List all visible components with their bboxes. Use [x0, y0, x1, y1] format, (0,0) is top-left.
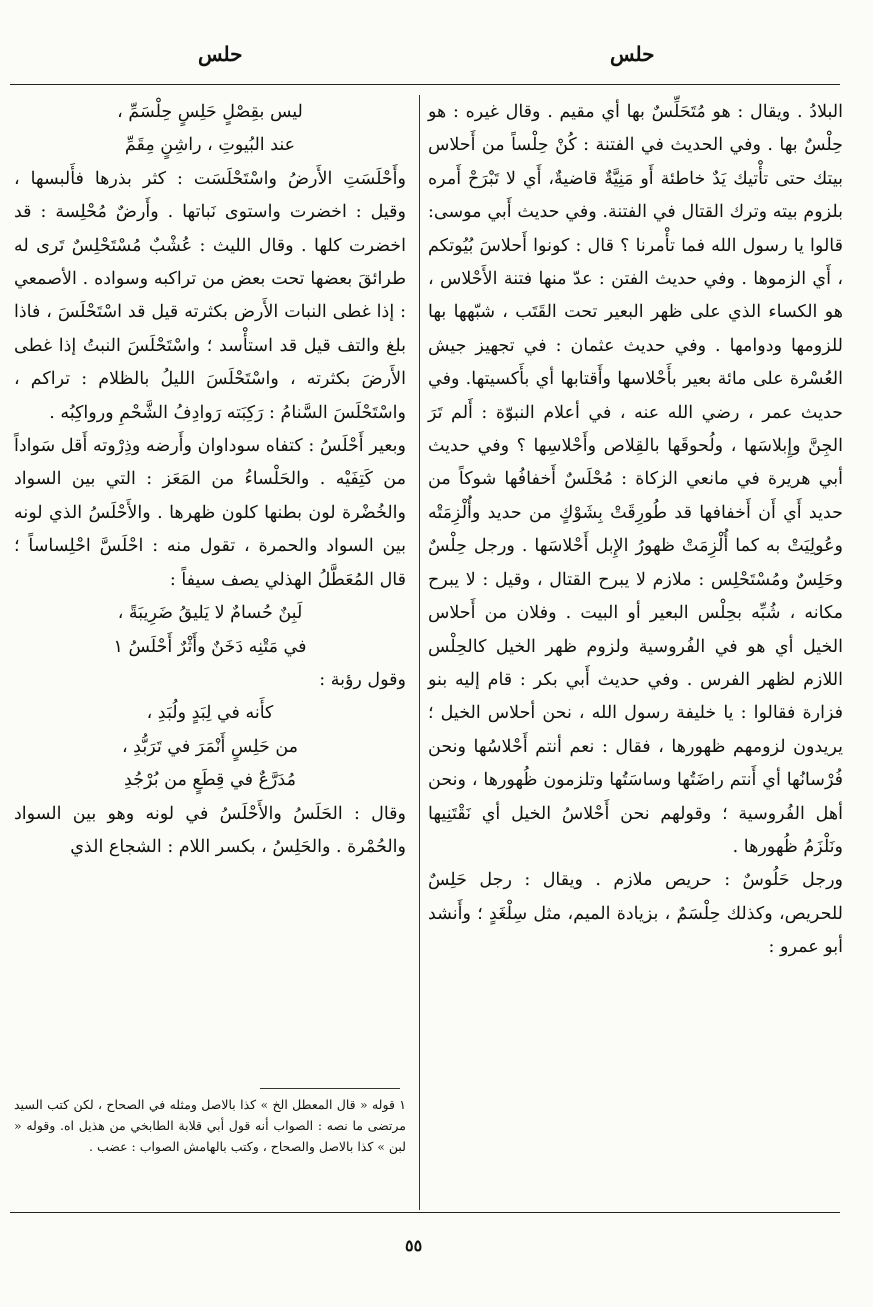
poem-line: ليس بقِصْلٍ حَلِسٍ حِلْسَمِّ ،: [117, 102, 303, 122]
poem-line: من حَلِسٍ أَنْمَرَ في تَرَبُّدِ ،: [121, 736, 299, 757]
left-paragraph: وقال : الحَلَسُ والأَحْلَسُ في لونه وهو بين السواد والحُمْرة . والحَلِسُ ، بكسر اللام : الشجاع الذي: [14, 803, 406, 857]
running-header-left: حلس: [198, 42, 243, 66]
poem-line: عند البُيوتِ ، راشِنٍ مِقَمِّ: [124, 135, 296, 156]
poem-line: في مَتْنِه دَخَنٌ وأَثْرٌ أَحْلَسُ ١: [113, 636, 307, 657]
header-rule: [10, 84, 840, 85]
right-column: [428, 96, 843, 965]
left-column: [14, 96, 406, 864]
footnote-rule: [260, 1088, 400, 1089]
left-paragraph: وأَحْلَسَتِ الأَرضُ واسْتَحْلَسَت : كثر بذرها فأَلبسها ، وقيل : اخضرت واستوى نَباتها . وأَرضٌ مُحْلِسة : قد اخضرت كلها . وقال الليث : عُشْبٌ مُسْتَحْلِسٌ تَرى له طرائقَ بعضها تحت بعض من تراكبه وسواده . الأصمعي : إذا غطى النبات الأَرض بكثرته قيل قد اسْتَحْلَسَ ، فاذا بلغ والتف قيل قد استأْسد ؛ واسْتَحْلَسَ النبتُ إذا غطى الأَرضَ بكثرته ، واسْتَحْلَسَ الليلُ بالظلام : تراكم ، واسْتَحْلَسَ السَّنامُ : رَكِبَته رَوادِفُ الشَّحْمِ ورواكِبُه .: [14, 168, 406, 423]
right-paragraph: البلادُ . ويقال : هو مُتَحَلِّسٌ بها أي مقيم . وقال غيره : هو حِلْسٌ بها . وفي الحديث في الفتنة : كُنْ حِلْساً من أَحلاس بيتك حتى تأْتيك يَدٌ خاطئة أَو مَنِيَّةٌ قاضيةٌ، أَي لا تَبْرَحْ أَمره بلزوم بيته وترك القتال في الفتنة. وفي حديث أَبي موسى: قالوا يا رسول الله فما تأْمرنا ؟ قال : كونوا أَحلاسَ بُيُوتكم ، أَي الزموها . وفي حديث الفتن : عدّ منها فتنة الأَحْلاس ، هو الكساء الذي على ظهر البعير تحت القَتَب ، شبّهها بها للزومها ودوامها . وفي حديث عثمان : في تجهيز جيش العُسْرة على مائة بعير بأَحْلاسها وأَقتابها أي بأَكسيتها. وفي حديث عمر ، رضي الله عنه ، في أعلام النبوّة : أَلم تَرَ الجِنَّ وإِبلاسَها ، ولُحوقَها بالقِلاص وأَحْلاسِها ؟ وفي حديث أبي هريرة في مانعي الزكاة : مُحْلَسٌ أَخفافُها شوكاً من حديد أَي أَن أَخفافها قد طُورِقَتْ بِشَوْكٍ من حديد وأُلْزِمَتْه وعُولِيَتْ به كما أُلْزِمَتْ ظهورُ الإِبل أَحْلاسَها . ورجل حِلْسٌ وحَلِسٌ ومُسْتَحْلِس : ملازم لا يبرح القتال ، وقيل : لا يبرح مكانه ، شُبِّه بحِلْس البعير أو البيت . وفلان من أَحلاس الخيل أي هو في الفُروسية ولزوم ظهر الخيل كالحِلْس اللازم لظهر الفرس . وفي حديث أَبي بكر : قام إليه بنو فزارة فقالوا : يا خليفة رسول الله ، نحن أحلاس الخيل ؛ يريدون لزومهم ظهورها ، فقال : نعم أنتم أَحْلاسُها ونحن فُرْسانُها أي أَنتم راضَتُها وساسَتُها وتلزمون ظُهورها ، ونحن أهل الفُروسية ؛ وقولهم نحن أَحْلاسُ الخيل أي نَقْتَنِيها ونَلْزَمُ ظُهورها .: [428, 102, 843, 857]
poem-line: لَبِنٌ حُسامٌ لا يَليقُ ضَرِيبَةً ،: [117, 603, 303, 624]
poem-2: [14, 597, 406, 664]
footer-rule: [10, 1212, 840, 1213]
poem-1: [14, 96, 406, 163]
left-paragraph: وقول رؤبة :: [319, 669, 406, 690]
right-paragraph: ورجل حَلُوسٌ : حريص ملازم . ويقال : رجل حَلِسٌ للحريص، وكذلك حِلْسَمٌ ، بزيادة الميم، مثل سِلْغَدٍ ؛ وأَنشد أبو عمرو :: [428, 870, 843, 958]
poem-3: [14, 697, 406, 797]
running-header-right: حلس: [610, 42, 655, 66]
poem-line: كأَنه في لِبَدٍ ولُبَدِ ،: [146, 703, 274, 724]
column-divider: [419, 95, 420, 1210]
poem-line: مُدَرَّعٌ في قِطَعٍ من بُرْجُدِ: [124, 770, 296, 791]
footnote: ١ قوله « قال المعطل الخ » كذا بالاصل ومثله في الصحاح ، لكن كتب السيد مرتضى ما نصه : الصواب أنه قول أبي قلابة الطابخي من هذيل اه. وقوله « لبن » كذا بالاصل والصحاح ، وكتب بالهامش الصواب : عضب .: [14, 1097, 406, 1154]
page-number: ٥٥: [405, 1236, 423, 1255]
left-paragraph: وبعير أَحْلَسُ : كتفاه سوداوان وأَرضه وذِرْوته أَقل سَواداً من كَتِفَيْه . والحَلْساءُ من المَعَز : التي بين السواد والخُضْرة لون بطنها كلون ظهرها . والأَحْلَسُ الذي لونه بين السواد والحمرة ، تقول منه : احْلَسَّ احْلِساساً ؛ قال المُعَطَّلُ الهذلي يصف سيفاً :: [14, 436, 406, 590]
